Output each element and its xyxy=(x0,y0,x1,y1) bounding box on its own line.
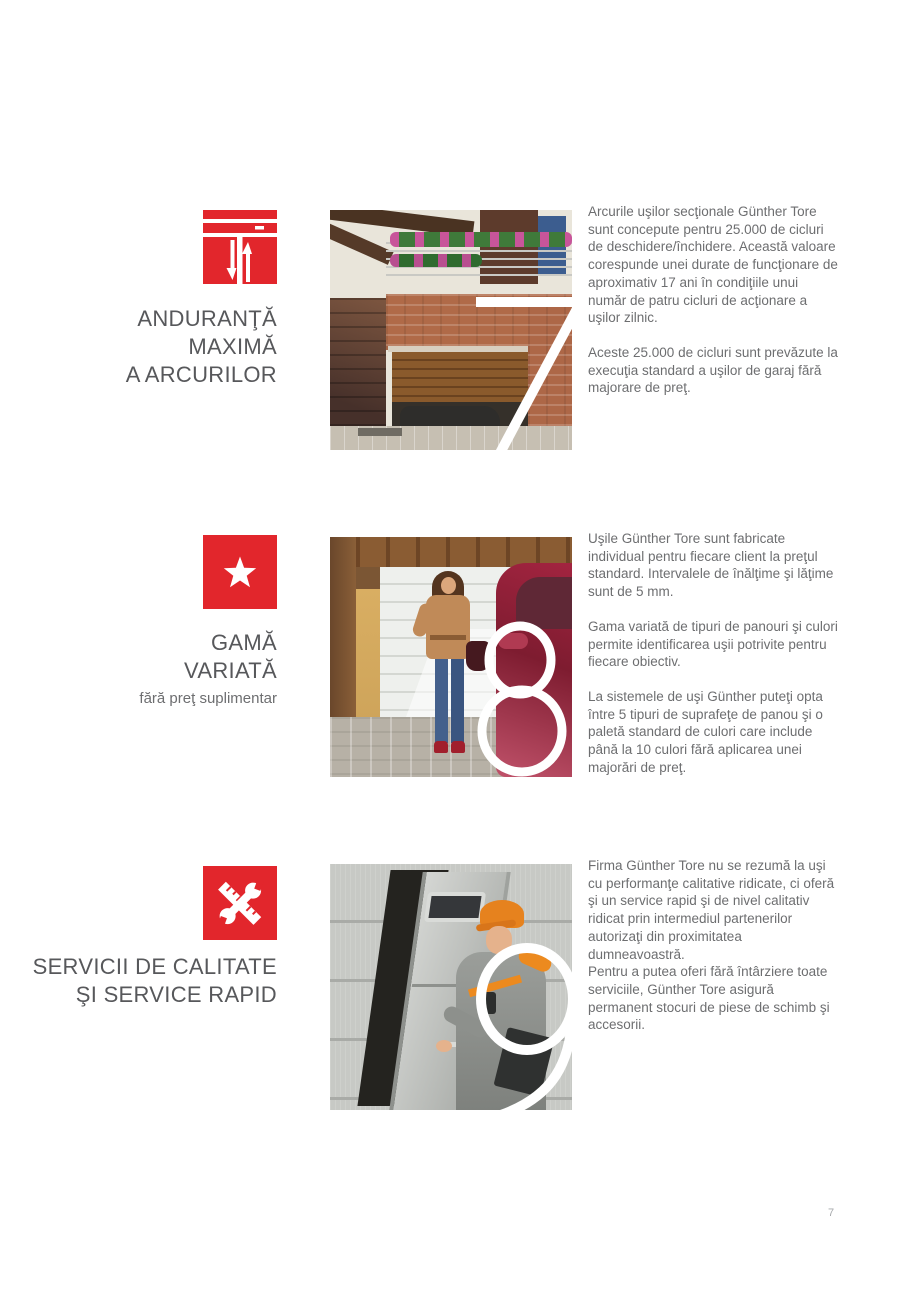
section-title xyxy=(0,629,277,711)
section-body xyxy=(588,857,840,1034)
title-line: ANDURANŢĂ xyxy=(137,306,277,331)
section-number-overlay xyxy=(330,864,572,1110)
photo-woman-garage-car xyxy=(330,537,572,777)
section-number-overlay xyxy=(330,537,572,777)
body-paragraph: Pentru a putea oferi fără întârziere toate serviciile, Günther Tore asigură permanent stocuri de piese de schimb şi accesorii. xyxy=(588,964,830,1033)
section-body xyxy=(588,530,840,793)
wrench-ruler-icon xyxy=(203,866,277,940)
body-paragraph: Aceste 25.000 de cicluri sunt prevăzute la execuţia standard a uşilor de garaj fără majorare de preţ. xyxy=(588,344,838,396)
title-line: VARIATĂ xyxy=(184,658,277,683)
section-title xyxy=(0,953,277,1009)
section-badge xyxy=(203,210,277,284)
section-number-overlay xyxy=(330,210,572,450)
photo-house-garage xyxy=(330,210,572,450)
title-line: SERVICII DE CALITATE xyxy=(32,954,277,979)
section-badge xyxy=(203,535,277,609)
section-subtitle: fără preţ suplimentar xyxy=(139,690,277,707)
photo-service-technician xyxy=(330,864,572,1110)
body-paragraph: Firma Günther Tore nu se rezumă la uşi cu performanţe calitative ridicate, ci oferă şi un service rapid şi de nivel calitativ ridicat prin intermediul partenerilor autorizaţi din proximitatea dumneavoastră. xyxy=(588,858,835,962)
section-body xyxy=(588,203,840,414)
body-paragraph: La sistemele de uşi Günther puteţi opta între 5 tipuri de suprafeţe de panou şi o paletă standard de culori care include până la 10 culori fără aplicarea unei majorări de preţ. xyxy=(588,688,823,775)
title-line: A ARCURILOR xyxy=(125,362,277,387)
body-paragraph: Uşile Günther Tore sunt fabricate individual pentru fiecare client la preţul standard. Intervalele de înălţime şi lăţime sunt de 5 mm. xyxy=(588,531,834,600)
title-line: GAMĂ xyxy=(211,630,277,655)
title-line: ŞI SERVICE RAPID xyxy=(75,982,277,1007)
sectional-door-cycles-icon xyxy=(203,210,277,284)
star-icon xyxy=(203,535,277,609)
section-title xyxy=(0,305,277,389)
body-paragraph: Arcurile uşilor secţionale Günther Tore sunt concepute pentru 25.000 de cicluri de deschidere/închidere. Această valoare corespunde unei durate de funcţionare de aproximativ 17 ani în condiţiile unui număr de patru cicluri de acţionare a uşilor zilnic. xyxy=(588,204,838,326)
title-line: MAXIMĂ xyxy=(188,334,277,359)
body-paragraph: Gama variată de tipuri de panouri şi culori permite identificarea uşii potrivite pentru fiecare obiectiv. xyxy=(588,618,838,670)
section-badge xyxy=(203,866,277,940)
page-number: 7 xyxy=(827,1207,835,1219)
